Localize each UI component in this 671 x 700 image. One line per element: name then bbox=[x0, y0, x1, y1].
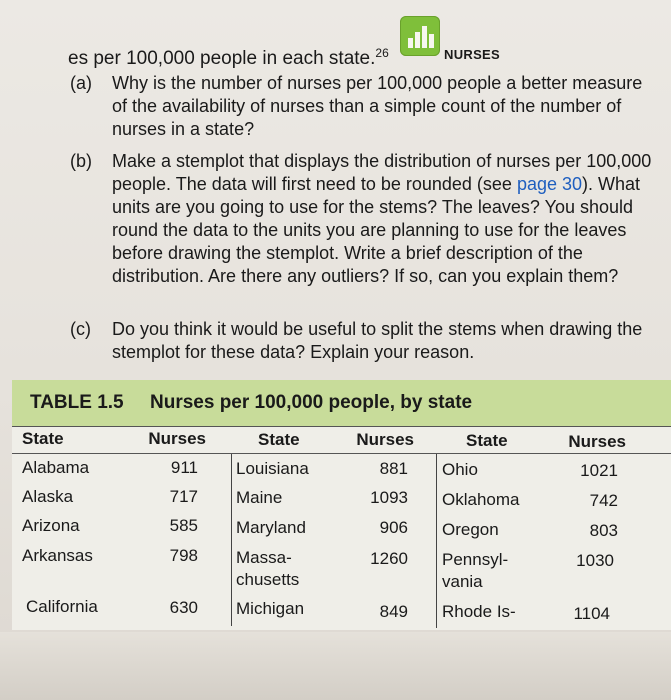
table-cell: California bbox=[26, 597, 98, 616]
question-text-part: Make a stemplot that displays the distribution of nurses per 100,000 people. The data will first need to be rounded (see bbox=[112, 151, 652, 194]
question-text: Why is the number of nurses per 100,000 people a better measure of the availability of nurses than a simple count of the number of nurses in a state? bbox=[112, 73, 643, 139]
table-rule-header bbox=[12, 453, 671, 454]
table-cell: Ohio bbox=[442, 460, 478, 479]
question-text: Do you think it would be useful to split the stems when drawing the stemplot for these data? Explain your reason. bbox=[112, 319, 643, 362]
column-divider bbox=[436, 454, 437, 628]
column-header: State bbox=[258, 430, 300, 449]
table-title-bar bbox=[12, 380, 671, 426]
badge-bar bbox=[422, 26, 427, 48]
table-cell: 849 bbox=[379, 602, 408, 621]
nurses-data-icon bbox=[400, 16, 440, 56]
table-label: TABLE 1.5 bbox=[30, 392, 124, 413]
table-cell: 1021 bbox=[580, 461, 618, 480]
header-text: es per 100,000 people in each state. bbox=[68, 48, 376, 69]
table-cell: 906 bbox=[379, 518, 408, 537]
table-cell: Maryland bbox=[236, 518, 306, 537]
footnote-marker: 26 bbox=[375, 46, 389, 60]
column-divider bbox=[231, 454, 232, 626]
table-cell: Massa- chusetts bbox=[236, 548, 300, 589]
page-link[interactable]: page 30 bbox=[516, 174, 583, 194]
table-cell: 911 bbox=[170, 458, 198, 477]
badge-bar bbox=[429, 34, 434, 48]
table-cell: 1104 bbox=[573, 604, 610, 623]
column-header: State bbox=[466, 431, 508, 450]
table-cell: Arizona bbox=[22, 516, 80, 535]
table-cell: Louisiana bbox=[236, 459, 309, 478]
question-label: (a) bbox=[70, 73, 92, 93]
table-cell: 1030 bbox=[576, 551, 614, 570]
question-label: (b) bbox=[70, 151, 92, 171]
table-cell: Pennsyl- vania bbox=[442, 550, 509, 591]
column-header: Nurses bbox=[568, 432, 626, 451]
table-cell: Maine bbox=[236, 488, 283, 507]
header-line bbox=[68, 36, 668, 70]
table-cell: Michigan bbox=[236, 599, 305, 618]
table-cell: 717 bbox=[169, 487, 198, 506]
table-cell: 585 bbox=[169, 516, 198, 535]
table-cell: 803 bbox=[589, 521, 618, 540]
column-header: Nurses bbox=[356, 430, 414, 449]
table-cell: 742 bbox=[589, 491, 618, 510]
table-cell: Oklahoma bbox=[442, 490, 520, 509]
question-b bbox=[70, 150, 660, 310]
question-text-part: ). What units are you going to use for the stems? The leaves? You should round the data to the units you are planning to use for the leaves before drawing the stemplot. Write a brief description of the distribution. Are there any outliers? If so, can you explain them? bbox=[112, 174, 641, 286]
page-bottom-shadow bbox=[0, 632, 671, 700]
question-a bbox=[70, 72, 660, 142]
table-cell: Rhode Is- bbox=[442, 602, 516, 621]
table-cell: 798 bbox=[169, 546, 198, 565]
badge-bar bbox=[415, 32, 420, 48]
table-cell: Alaska bbox=[22, 487, 74, 506]
column-header: Nurses bbox=[148, 429, 206, 448]
column-header: State bbox=[22, 429, 64, 448]
table-cell: 881 bbox=[379, 459, 408, 478]
badge-bar bbox=[408, 38, 413, 48]
table-cell: 1093 bbox=[370, 488, 408, 507]
table-cell: Arkansas bbox=[22, 546, 93, 565]
table-title: Nurses per 100,000 people, by state bbox=[150, 392, 473, 413]
table-cell: Oregon bbox=[442, 520, 499, 539]
question-text bbox=[112, 150, 660, 288]
dataset-label: NURSES bbox=[444, 47, 500, 62]
table-cell: 1260 bbox=[370, 549, 408, 568]
question-label: (c) bbox=[70, 319, 91, 339]
table-cell: 630 bbox=[169, 598, 198, 617]
table-cell: Alabama bbox=[22, 458, 90, 477]
question-c bbox=[70, 318, 660, 364]
table-rule-top bbox=[12, 426, 671, 427]
